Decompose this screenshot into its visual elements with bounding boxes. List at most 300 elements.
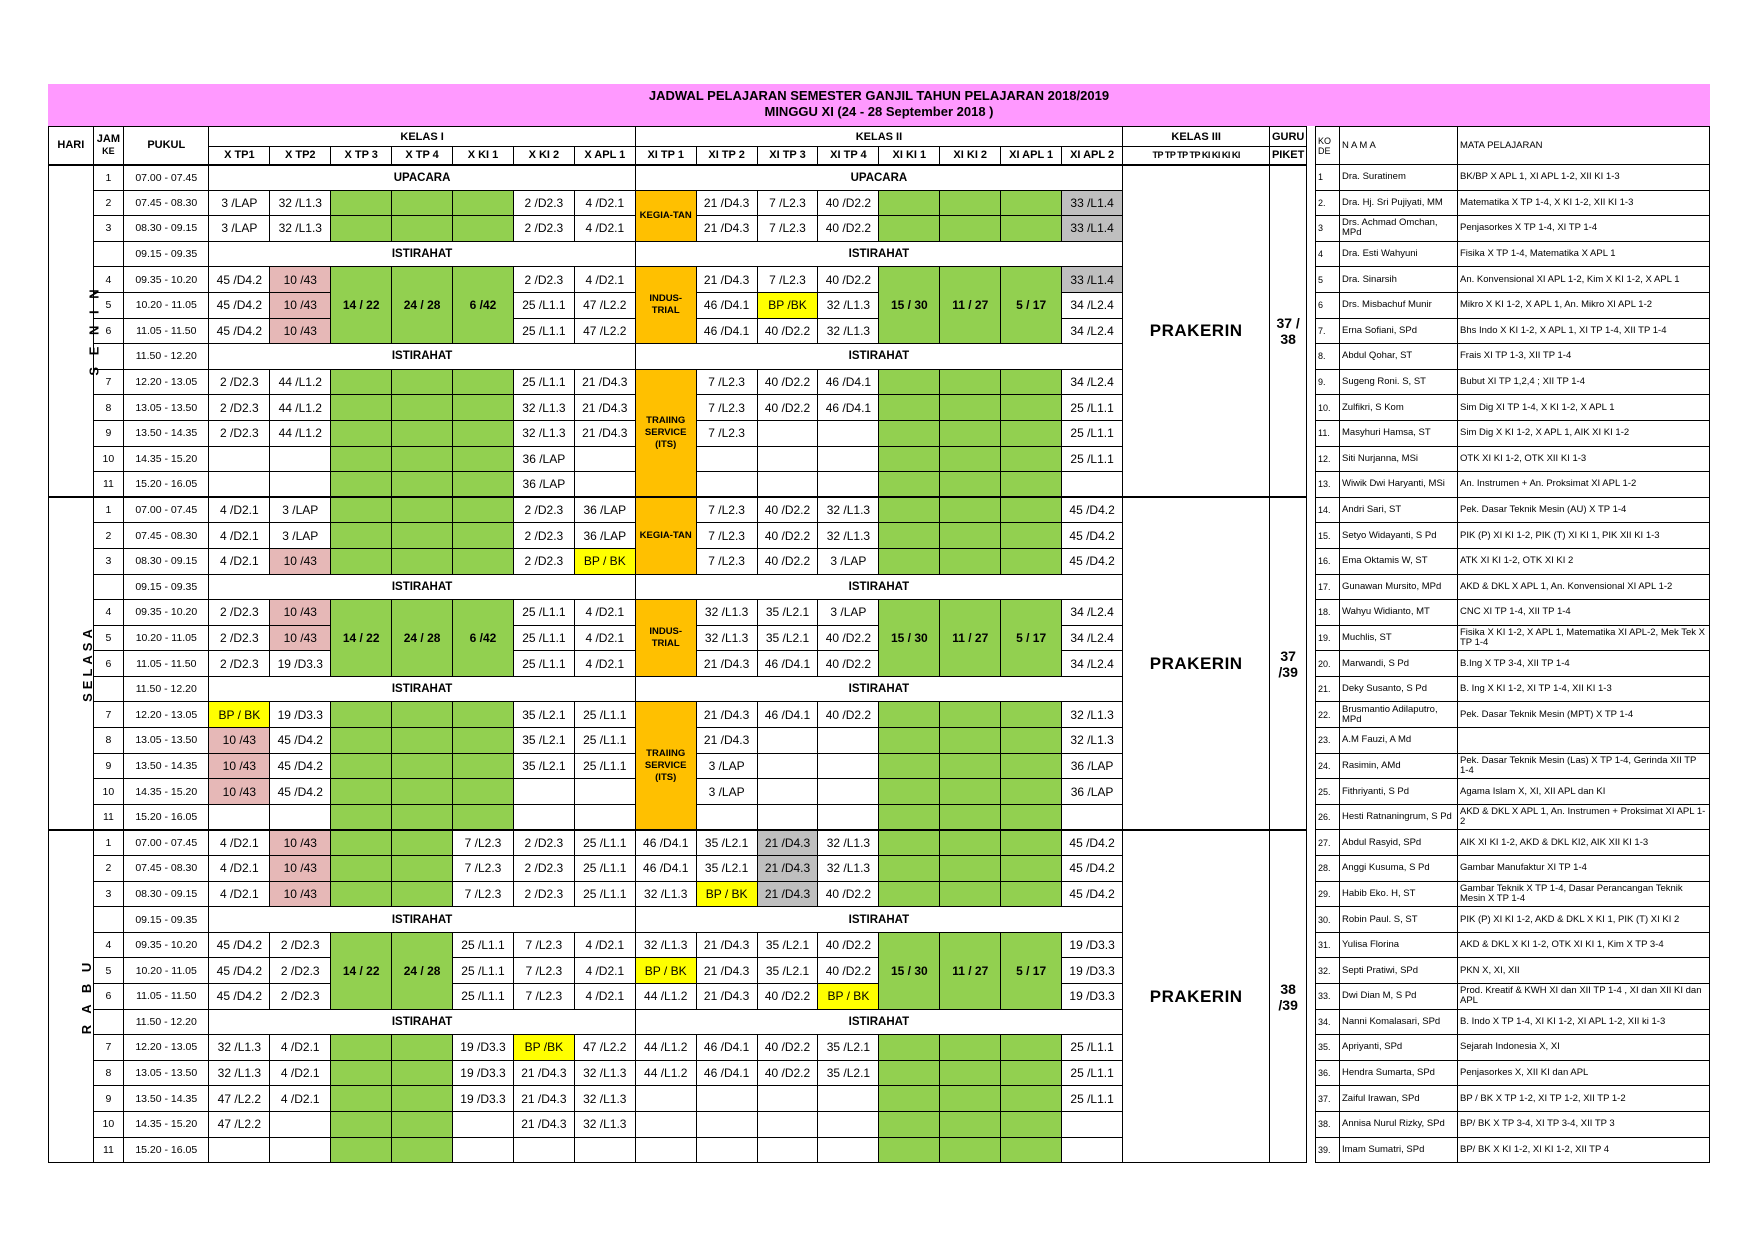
schedule-cell: 25 /L1.1 <box>1062 1035 1123 1061</box>
schedule-cell: 46 /D4.1 <box>757 651 818 677</box>
green-cell <box>453 523 514 549</box>
pukul-header: PUKUL <box>124 127 209 165</box>
green-cell <box>331 856 392 882</box>
schedule-cell: 2 /D2.3 <box>513 267 574 293</box>
teacher-name: Marwandi, S Pd <box>1340 651 1458 677</box>
schedule-cell: 32 /L1.3 <box>635 881 696 907</box>
schedule-cell: 19 /D3.3 <box>1062 932 1123 958</box>
schedule-cell: 7 /L2.3 <box>513 932 574 958</box>
teacher-subject: Prod. Kreatif & KWH XI dan XII TP 1-4 , XI dan XII KI dan APL <box>1458 984 1710 1010</box>
schedule-cell: 2 /D2.3 <box>270 984 331 1010</box>
green-cell <box>331 497 392 523</box>
kelas1-col-header: X KI 1 <box>453 147 514 165</box>
schedule-cell: 25 /L1.1 <box>574 728 635 754</box>
teacher-code: 16. <box>1316 548 1340 574</box>
jam-cell: 1 <box>93 497 123 523</box>
schedule-cell: 3 /LAP <box>209 190 270 216</box>
green-cell <box>940 702 1001 728</box>
schedule-cell: 2 /D2.3 <box>513 548 574 574</box>
schedule-cell: 4 /D2.1 <box>209 830 270 856</box>
schedule-cell: 35 /L2.1 <box>513 753 574 779</box>
schedule-cell <box>270 472 331 498</box>
green-cell <box>392 1060 453 1086</box>
pukul-cell: 10.20 - 11.05 <box>124 625 209 651</box>
teacher-subject: Gambar Manufaktur XI TP 1-4 <box>1458 856 1710 882</box>
schedule-cell <box>270 1111 331 1137</box>
schedule-cell: 47 /L2.2 <box>209 1086 270 1112</box>
schedule-cell: BP / BK <box>574 548 635 574</box>
schedule-cell: 10 /43 <box>270 292 331 318</box>
teacher-code: 3 <box>1316 216 1340 242</box>
jam-cell: 9 <box>93 1086 123 1112</box>
schedule-cell: 40 /D2.2 <box>757 1035 818 1061</box>
teacher-row <box>1316 420 1710 446</box>
jam-cell: 4 <box>93 267 123 293</box>
schedule-cell: 32 /L1.3 <box>818 497 879 523</box>
green-cell <box>879 856 940 882</box>
teacher-row <box>1316 1035 1710 1061</box>
schedule-cell: 32 /L1.3 <box>513 395 574 421</box>
schedule-cell: 21 /D4.3 <box>757 856 818 882</box>
green-cell <box>392 830 453 856</box>
green-cell <box>1001 856 1062 882</box>
teacher-subject: BP/ BK X KI 1-2, XI KI 1-2, XII TP 4 <box>1458 1137 1710 1163</box>
pukul-cell: 07.00 - 07.45 <box>124 165 209 191</box>
teacher-name: Deky Susanto, S Pd <box>1340 676 1458 702</box>
teacher-row <box>1316 267 1710 293</box>
green-cell <box>1001 369 1062 395</box>
jam-cell <box>93 1009 123 1035</box>
schedule-cell: 32 /L1.3 <box>818 292 879 318</box>
teacher-code: 2. <box>1316 190 1340 216</box>
nama-header: N A M A <box>1340 127 1458 165</box>
teacher-row <box>1316 574 1710 600</box>
pukul-cell: 12.20 - 13.05 <box>124 369 209 395</box>
pukul-cell: 07.00 - 07.45 <box>124 497 209 523</box>
schedule-cell: 21 /D4.3 <box>696 702 757 728</box>
jam-cell: 3 <box>93 881 123 907</box>
schedule-cell <box>818 804 879 830</box>
schedule-cell: 35 /L2.1 <box>757 958 818 984</box>
green-cell <box>1001 702 1062 728</box>
mapel-header: MATA PELAJARAN <box>1458 127 1710 165</box>
teacher-row <box>1316 600 1710 626</box>
schedule-cell: 25 /L1.1 <box>513 651 574 677</box>
schedule-cell: 7 /L2.3 <box>696 497 757 523</box>
green-cell <box>879 190 940 216</box>
teacher-row <box>1316 472 1710 498</box>
green-cell <box>453 420 514 446</box>
jam-cell: 3 <box>93 548 123 574</box>
teacher-subject: AKD & DKL X APL 1, An. Konvensional XI APL 1-2 <box>1458 574 1710 600</box>
schedule-cell <box>270 446 331 472</box>
jam-cell <box>93 241 123 267</box>
jam-cell: 10 <box>93 1111 123 1137</box>
schedule-cell <box>209 472 270 498</box>
schedule-cell: 32 /L1.3 <box>574 1060 635 1086</box>
green-block-k1: 24 / 28 <box>392 267 453 344</box>
pukul-cell: 09.15 - 09.35 <box>124 241 209 267</box>
schedule-cell: 32 /L1.3 <box>209 1035 270 1061</box>
jam-cell: 5 <box>93 958 123 984</box>
green-cell <box>879 216 940 242</box>
schedule-cell: 10 /43 <box>270 881 331 907</box>
teacher-name: Masyhuri Hamsa, ST <box>1340 420 1458 446</box>
teacher-name: Ema Oktamis W, ST <box>1340 548 1458 574</box>
green-cell <box>331 702 392 728</box>
schedule-cell: 7 /L2.3 <box>453 881 514 907</box>
green-cell <box>1001 881 1062 907</box>
kegiatan-block: KEGIA-TAN <box>635 190 696 241</box>
green-cell <box>331 216 392 242</box>
green-cell <box>453 395 514 421</box>
schedule-cell: 4 /D2.1 <box>270 1035 331 1061</box>
teacher-subject: B. Indo X TP 1-4, XI KI 1-2, XI APL 1-2, XII ki 1-3 <box>1458 1009 1710 1035</box>
pukul-cell: 08.30 - 09.15 <box>124 548 209 574</box>
green-cell <box>1001 446 1062 472</box>
schedule-cell <box>757 1086 818 1112</box>
green-cell <box>331 548 392 574</box>
schedule-cell: 2 /D2.3 <box>209 369 270 395</box>
schedule-cell: 44 /L1.2 <box>635 1060 696 1086</box>
teacher-subject: Mikro X KI 1-2, X APL 1, An. Mikro XI APL 1-2 <box>1458 292 1710 318</box>
teacher-row <box>1316 728 1710 754</box>
green-cell <box>879 548 940 574</box>
pukul-cell: 14.35 - 15.20 <box>124 1111 209 1137</box>
teacher-row <box>1316 1137 1710 1163</box>
teacher-code: 9. <box>1316 369 1340 395</box>
pukul-cell: 15.20 - 16.05 <box>124 1137 209 1163</box>
teacher-row <box>1316 932 1710 958</box>
green-cell <box>392 856 453 882</box>
schedule-cell: 34 /L2.4 <box>1062 651 1123 677</box>
schedule-cell: 21 /D4.3 <box>757 881 818 907</box>
jam-cell: 9 <box>93 420 123 446</box>
schedule-cell: 40 /D2.2 <box>818 958 879 984</box>
schedule-cell: 40 /D2.2 <box>757 318 818 344</box>
teacher-code: 37. <box>1316 1086 1340 1112</box>
schedule-cell: 2 /D2.3 <box>270 958 331 984</box>
teacher-subject: Pek. Dasar Teknik Mesin (Las) X TP 1-4, Gerinda XII TP 1-4 <box>1458 753 1710 779</box>
schedule-cell: 10 /43 <box>270 600 331 626</box>
schedule-cell <box>757 753 818 779</box>
teacher-code: 11. <box>1316 420 1340 446</box>
schedule-cell: 45 /D4.2 <box>270 753 331 779</box>
schedule-cell <box>818 1086 879 1112</box>
its-block: TRAIING SERVICE (ITS) <box>635 369 696 497</box>
schedule-cell: 2 /D2.3 <box>513 216 574 242</box>
green-cell <box>940 216 1001 242</box>
green-block-k1: 6 /42 <box>453 267 514 344</box>
schedule-cell: 46 /D4.1 <box>635 830 696 856</box>
schedule-cell <box>209 1137 270 1163</box>
teacher-row <box>1316 702 1710 728</box>
schedule-cell: 36 /LAP <box>513 446 574 472</box>
teacher-name: Yulisa Florina <box>1340 932 1458 958</box>
green-cell <box>1001 548 1062 574</box>
prakerin-label: PRAKERIN <box>1123 165 1270 498</box>
pukul-cell: 13.50 - 14.35 <box>124 753 209 779</box>
schedule-cell: 35 /L2.1 <box>696 856 757 882</box>
kelas1-col-header: X KI 2 <box>513 147 574 165</box>
schedule-cell: 4 /D2.1 <box>574 984 635 1010</box>
schedule-cell: 21 /D4.3 <box>574 395 635 421</box>
schedule-cell <box>574 804 635 830</box>
schedule-cell: 21 /D4.3 <box>696 190 757 216</box>
schedule-cell: 35 /L2.1 <box>696 830 757 856</box>
green-cell <box>331 1111 392 1137</box>
teacher-subject: OTK XI KI 1-2, OTK XII KI 1-3 <box>1458 446 1710 472</box>
kelas2-col-header: XI TP 1 <box>635 147 696 165</box>
green-cell <box>879 420 940 446</box>
teacher-name: Zaiful Irawan, SPd <box>1340 1086 1458 1112</box>
teacher-name: Drs. Achmad Omchan, MPd <box>1340 216 1458 242</box>
teacher-code: 13. <box>1316 472 1340 498</box>
schedule-cell: 7 /L2.3 <box>453 856 514 882</box>
pukul-cell: 07.00 - 07.45 <box>124 830 209 856</box>
green-cell <box>331 190 392 216</box>
teacher-name: Andri Sari, ST <box>1340 497 1458 523</box>
schedule-cell: 7 /L2.3 <box>513 984 574 1010</box>
schedule-cell: 40 /D2.2 <box>818 651 879 677</box>
schedule-cell: 46 /D4.1 <box>696 318 757 344</box>
green-cell <box>392 548 453 574</box>
teacher-row <box>1316 881 1710 907</box>
schedule-cell <box>635 1111 696 1137</box>
teacher-code: 6 <box>1316 292 1340 318</box>
schedule-cell <box>574 472 635 498</box>
jam-cell: 8 <box>93 395 123 421</box>
jam-cell: 2 <box>93 856 123 882</box>
schedule-cell: 21 /D4.3 <box>757 830 818 856</box>
teacher-subject: Penjasorkes X, XII KI dan APL <box>1458 1060 1710 1086</box>
istirahat-label: ISTIRAHAT <box>635 676 1122 702</box>
teacher-code: 35. <box>1316 1035 1340 1061</box>
green-cell <box>331 804 392 830</box>
jam-cell: 11 <box>93 472 123 498</box>
teacher-subject: Sim Dig XI TP 1-4, X KI 1-2, X APL 1 <box>1458 395 1710 421</box>
jam-cell: 2 <box>93 190 123 216</box>
schedule-cell: 32 /L1.3 <box>818 856 879 882</box>
schedule-cell <box>757 472 818 498</box>
green-cell <box>1001 190 1062 216</box>
schedule-cell: 10 /43 <box>270 625 331 651</box>
green-cell <box>331 779 392 805</box>
schedule-cell: 40 /D2.2 <box>757 984 818 1010</box>
teacher-row <box>1316 165 1710 191</box>
schedule-cell: 32 /L1.3 <box>696 625 757 651</box>
schedule-cell <box>757 779 818 805</box>
teacher-subject: Bubut XI TP 1,2,4 ; XII TP 1-4 <box>1458 369 1710 395</box>
istirahat-label: ISTIRAHAT <box>209 1009 635 1035</box>
teacher-name: Fithriyanti, S Pd <box>1340 779 1458 805</box>
day-name: SELASA <box>79 625 95 702</box>
schedule-cell: 4 /D2.1 <box>270 1060 331 1086</box>
green-cell <box>940 497 1001 523</box>
schedule-cell: 36 /LAP <box>513 472 574 498</box>
schedule-cell <box>453 1111 514 1137</box>
schedule-cell <box>757 420 818 446</box>
teacher-code: 15. <box>1316 523 1340 549</box>
teacher-subject: BK/BP X APL 1, XI APL 1-2, XII KI 1-3 <box>1458 165 1710 191</box>
green-cell <box>392 1035 453 1061</box>
green-cell <box>392 446 453 472</box>
schedule-cell: 36 /LAP <box>574 497 635 523</box>
teacher-code: 29. <box>1316 881 1340 907</box>
teacher-row <box>1316 958 1710 984</box>
schedule-cell <box>513 804 574 830</box>
schedule-cell: 25 /L1.1 <box>574 830 635 856</box>
teacher-name: Siti Nurjanna, MSi <box>1340 446 1458 472</box>
teacher-subject: Agama Islam X, XI, XII APL dan KI <box>1458 779 1710 805</box>
green-cell <box>453 702 514 728</box>
schedule-cell <box>818 779 879 805</box>
green-cell <box>1001 804 1062 830</box>
schedule-cell: 45 /D4.2 <box>270 779 331 805</box>
teacher-code: 14. <box>1316 497 1340 523</box>
jam-cell: 7 <box>93 1035 123 1061</box>
teacher-name: Apriyanti, SPd <box>1340 1035 1458 1061</box>
schedule-cell: 32 /L1.3 <box>209 1060 270 1086</box>
schedule-cell <box>635 1086 696 1112</box>
teacher-code: 4 <box>1316 241 1340 267</box>
green-cell <box>392 804 453 830</box>
schedule-cell <box>696 804 757 830</box>
schedule-cell: 10 /43 <box>209 728 270 754</box>
schedule-cell <box>818 1111 879 1137</box>
jam-cell: 6 <box>93 318 123 344</box>
green-cell <box>331 395 392 421</box>
green-cell <box>392 395 453 421</box>
schedule-cell: 7 /L2.3 <box>696 548 757 574</box>
kelas1-col-header: X TP 4 <box>392 147 453 165</box>
teacher-name: Robin Paul. S, ST <box>1340 907 1458 933</box>
green-cell <box>331 881 392 907</box>
upacara-label: UPACARA <box>209 165 635 191</box>
day-name: S E N I N <box>86 285 102 376</box>
schedule-cell: 2 /D2.3 <box>209 625 270 651</box>
schedule-cell: 47 /L2.2 <box>209 1111 270 1137</box>
pukul-cell: 14.35 - 15.20 <box>124 446 209 472</box>
green-cell <box>879 1035 940 1061</box>
schedule-cell <box>757 728 818 754</box>
green-block-k2: 11 / 27 <box>940 600 1001 677</box>
istirahat-label: ISTIRAHAT <box>209 241 635 267</box>
day-label <box>49 165 102 498</box>
teacher-row <box>1316 395 1710 421</box>
schedule-cell <box>574 779 635 805</box>
schedule-cell <box>818 753 879 779</box>
teacher-code: 8. <box>1316 344 1340 370</box>
pukul-cell: 09.15 - 09.35 <box>124 574 209 600</box>
jam-header: JAM KE <box>93 127 123 165</box>
schedule-cell: 4 /D2.1 <box>270 1086 331 1112</box>
teacher-name: Erna Sofiani, SPd <box>1340 318 1458 344</box>
schedule-cell: 25 /L1.1 <box>574 856 635 882</box>
istirahat-label: ISTIRAHAT <box>635 907 1122 933</box>
pukul-cell: 11.50 - 12.20 <box>124 344 209 370</box>
schedule-cell: 34 /L2.4 <box>1062 318 1123 344</box>
schedule-cell: BP / BK <box>818 984 879 1010</box>
teacher-code: 24. <box>1316 753 1340 779</box>
green-cell <box>1001 216 1062 242</box>
pukul-cell: 12.20 - 13.05 <box>124 1035 209 1061</box>
jam-cell: 7 <box>93 369 123 395</box>
schedule-cell: 45 /D4.2 <box>1062 523 1123 549</box>
schedule-cell: BP / BK <box>696 881 757 907</box>
pukul-cell: 13.05 - 13.50 <box>124 728 209 754</box>
schedule-cell: 19 /D3.3 <box>453 1086 514 1112</box>
hari-header: HARI <box>49 127 94 165</box>
green-cell <box>940 420 1001 446</box>
pukul-cell: 15.20 - 16.05 <box>124 472 209 498</box>
schedule-cell: 4 /D2.1 <box>209 523 270 549</box>
teacher-row <box>1316 984 1710 1010</box>
teacher-name: Gunawan Mursito, MPd <box>1340 574 1458 600</box>
teacher-subject: ATK XI KI 1-2, OTK XI KI 2 <box>1458 548 1710 574</box>
schedule-cell: 46 /D4.1 <box>818 395 879 421</box>
istirahat-label: ISTIRAHAT <box>635 1009 1122 1035</box>
schedule-cell: 32 /L1.3 <box>818 318 879 344</box>
schedule-cell: 34 /L2.4 <box>1062 292 1123 318</box>
jam-cell <box>93 907 123 933</box>
schedule-cell: 3 /LAP <box>270 497 331 523</box>
green-cell <box>1001 395 1062 421</box>
green-cell <box>453 728 514 754</box>
teacher-subject: Matematika X TP 1-4, X KI 1-2, XII KI 1-3 <box>1458 190 1710 216</box>
green-cell <box>879 779 940 805</box>
schedule-cell <box>757 804 818 830</box>
schedule-cell: 32 /L1.3 <box>574 1111 635 1137</box>
teacher-subject: Sim Dig X KI 1-2, X APL 1, AIK XI KI 1-2 <box>1458 420 1710 446</box>
teacher-subject: AIK XI KI 1-2, AKD & DKL KI2, AIK XII KI 1-3 <box>1458 830 1710 856</box>
jam-cell: 4 <box>93 600 123 626</box>
jam-cell: 2 <box>93 523 123 549</box>
green-cell <box>940 881 1001 907</box>
green-cell <box>879 753 940 779</box>
schedule-cell <box>270 804 331 830</box>
schedule-cell <box>818 728 879 754</box>
schedule-cell <box>818 472 879 498</box>
pukul-cell: 10.20 - 11.05 <box>124 958 209 984</box>
green-cell <box>879 804 940 830</box>
schedule-cell: 32 /L1.3 <box>696 600 757 626</box>
istirahat-label: ISTIRAHAT <box>209 574 635 600</box>
kelas2-header: KELAS II <box>635 127 1122 147</box>
green-cell <box>392 369 453 395</box>
schedule-cell: 45 /D4.2 <box>209 292 270 318</box>
schedule-cell <box>757 446 818 472</box>
its-block: TRAIING SERVICE (ITS) <box>635 702 696 830</box>
green-cell <box>940 753 1001 779</box>
schedule-cell: 7 /L2.3 <box>757 190 818 216</box>
schedule-cell <box>696 446 757 472</box>
green-cell <box>392 472 453 498</box>
pukul-cell: 11.50 - 12.20 <box>124 1009 209 1035</box>
green-cell <box>940 472 1001 498</box>
green-cell <box>392 728 453 754</box>
teacher-name: Habib Eko. H, ST <box>1340 881 1458 907</box>
green-cell <box>392 1137 453 1163</box>
pukul-cell: 07.45 - 08.30 <box>124 190 209 216</box>
schedule-cell: 7 /L2.3 <box>757 216 818 242</box>
teacher-row <box>1316 216 1710 242</box>
schedule-cell: 10 /43 <box>270 318 331 344</box>
day-name: R A B U <box>79 958 95 1035</box>
prakerin-label: PRAKERIN <box>1123 830 1270 1163</box>
teacher-code: 33. <box>1316 984 1340 1010</box>
schedule-cell: 35 /L2.1 <box>818 1060 879 1086</box>
